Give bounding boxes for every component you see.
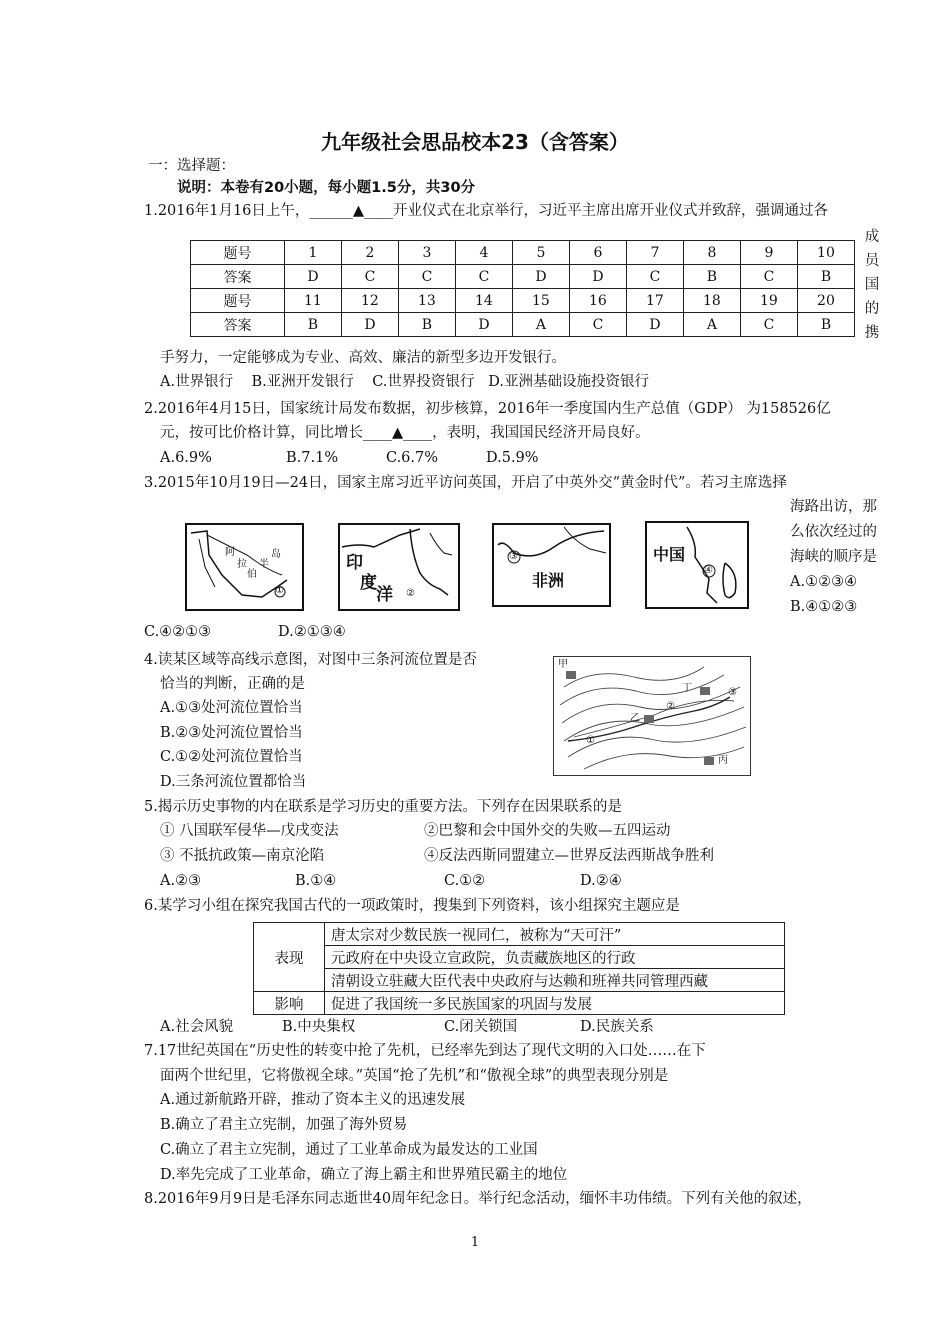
q6-option-c: C.闭关锁国 — [444, 1019, 518, 1035]
answer-table-cell: D — [455, 313, 512, 337]
map1-label: 伯 — [247, 569, 257, 580]
strait-map-4 — [645, 521, 749, 609]
contour-label-yi: 乙 — [630, 713, 640, 724]
q4-option-d: D.三条河流位置都恰当 — [160, 774, 307, 790]
q5-item-4: ④反法西斯同盟建立—世界反法西斯战争胜利 — [424, 848, 714, 864]
policy-row: 清朝设立驻藏大臣代表中央政府与达赖和班禅共同管理西藏 — [325, 969, 785, 992]
map2-label: 洋 — [376, 585, 393, 605]
page-title: 九年级社会思品校本23（含答案） — [321, 130, 629, 154]
answer-table-cell: 10 — [797, 241, 854, 265]
answer-table-cell: 14 — [455, 289, 512, 313]
answer-table-row-header: 答案 — [191, 265, 285, 289]
answer-table-cell: B — [797, 265, 854, 289]
q2-line2: 元，按可比价格计算，同比增长____▲____，表明，我国国民经济开局良好。 — [160, 425, 650, 441]
answer-table-cell: 5 — [512, 241, 569, 265]
q7-option-d: D.率先完成了工业革命，确立了海上霸主和世界殖民霸主的地位 — [160, 1167, 568, 1183]
q1-line1: 1.2016年1月16日上午，______▲____开业仪式在北京举行，习近平主席出席开业仪式并致辞，强调通过各 — [144, 203, 829, 219]
map3-marker: ③ — [509, 551, 518, 562]
q2-option-b: B.7.1% — [286, 450, 339, 466]
answer-table-row-header: 题号 — [191, 241, 285, 265]
africa-map — [494, 525, 609, 605]
q2-option-d: D.5.9% — [486, 450, 539, 466]
answer-table-cell: D — [569, 265, 626, 289]
contour-marker-2: ② — [666, 701, 675, 712]
answer-table-cell: 3 — [398, 241, 455, 265]
answer-table-cell: B — [284, 313, 341, 337]
answer-table-cell: C — [626, 265, 683, 289]
answer-table-cell: 17 — [626, 289, 683, 313]
q7-option-b: B.确立了君主立宪制，加强了海外贸易 — [160, 1117, 408, 1133]
q3-option-c: C.④②①③ — [144, 624, 212, 640]
q7-line2: 面两个世纪里，它将傲视全球。”英国“抢了先机”和“傲视全球”的典型表现分别是 — [160, 1068, 669, 1084]
answer-table-cell: D — [626, 313, 683, 337]
q4-option-a: A.①③处河流位置恰当 — [160, 700, 303, 716]
answer-table-cell: 11 — [284, 289, 341, 313]
answer-table-row — [191, 265, 855, 289]
answer-table-cell: 19 — [740, 289, 797, 313]
answer-table-cell: C — [341, 265, 398, 289]
q4-option-c: C.①②处河流位置恰当 — [160, 749, 303, 765]
answer-table-cell: C — [569, 313, 626, 337]
answer-table-cell: C — [740, 313, 797, 337]
answer-table-cell: 2 — [341, 241, 398, 265]
q8-line1: 8.2016年9月9日是毛泽东同志逝世40周年纪念日。举行纪念活动，缅怀丰功伟绩。下列有关他的叙述， — [144, 1191, 812, 1207]
strait-map-3 — [492, 523, 611, 607]
map1-label: 阿 — [225, 547, 235, 558]
map3-label: 非洲 — [532, 571, 565, 590]
answer-table-cell: 9 — [740, 241, 797, 265]
q3-side-line: 么依次经过的 — [790, 524, 877, 540]
q7-line1: 7.17世纪英国在“历史性的转变中抢了先机，已经率先到达了现代文明的入口处……在下 — [144, 1043, 706, 1059]
answer-table-cell: 12 — [341, 289, 398, 313]
q1-side-char: 的 — [864, 301, 880, 317]
q2-line1: 2.2016年4月15日，国家统计局发布数据，初步核算，2016年一季度国内生产总值（GDP） 为158526亿 — [144, 401, 831, 417]
q5-option-a: A.②③ — [160, 873, 202, 889]
answer-table-cell: C — [398, 265, 455, 289]
q4-line1: 4.读某区域等高线示意图，对图中三条河流位置是否 — [144, 652, 477, 668]
q5-item-2: ②巴黎和会中国外交的失败—五四运动 — [424, 823, 671, 839]
map4-marker: ④ — [704, 565, 713, 576]
q1-side-char: 国 — [864, 277, 880, 293]
answer-table-cell: D — [512, 265, 569, 289]
contour-marker-1: ① — [586, 735, 595, 746]
contour-label-jia: 甲 — [558, 659, 568, 670]
q1-side-char: 员 — [864, 253, 880, 269]
china-coast-map — [647, 523, 747, 607]
contour-label-ding: 丁 — [682, 683, 692, 694]
map1-label: 岛 — [271, 549, 281, 560]
answer-table-cell: A — [512, 313, 569, 337]
answer-table-cell: 15 — [512, 289, 569, 313]
policy-row: 促进了我国统一多民族国家的巩固与发展 — [325, 992, 785, 1015]
q7-option-a: A.通过新航路开辟，推动了资本主义的迅速发展 — [160, 1092, 466, 1108]
q2-option-a: A.6.9% — [160, 450, 212, 466]
map1-marker: ① — [275, 585, 284, 596]
q5-option-b: B.①④ — [295, 873, 337, 889]
map2-label: 印 — [346, 553, 363, 573]
instructions: 说明：本卷有20小题，每小题1.5分，共30分 — [177, 180, 476, 196]
answer-table-cell: 8 — [683, 241, 740, 265]
q3-option-a: A.①②③④ — [790, 574, 858, 590]
q6-option-b: B.中央集权 — [282, 1019, 356, 1035]
answer-table-row-header: 题号 — [191, 289, 285, 313]
answer-table-cell: D — [341, 313, 398, 337]
answer-table-cell: 4 — [455, 241, 512, 265]
q1-line2: 手努力，一定能够成为专业、高效、廉洁的新型多边开发银行。 — [160, 350, 566, 366]
answer-table — [190, 240, 855, 337]
q3-line1: 3.2015年10月19日—24日，国家主席习近平访问英国，开启了中英外交“黄金时代”。若习主席选择 — [144, 475, 787, 491]
q4-option-b: B.②③处河流位置恰当 — [160, 725, 303, 741]
answer-table-cell: A — [683, 313, 740, 337]
contour-marker-3: ③ — [728, 687, 737, 698]
answer-table-cell: 20 — [797, 289, 854, 313]
answer-table-cell: 6 — [569, 241, 626, 265]
answer-table-row-header: 答案 — [191, 313, 285, 337]
map4-label: 中国 — [653, 545, 686, 564]
q1-side-char: 成 — [864, 229, 880, 245]
q6-line1: 6.某学习小组在探究我国古代的一项政策时，搜集到下列资料，该小组探究主题应是 — [144, 898, 680, 914]
answer-table-row — [191, 289, 855, 313]
q3-option-d: D.②①③④ — [278, 624, 346, 640]
q7-option-c: C.确立了君主立宪制，通过了工业革命成为最发达的工业国 — [160, 1142, 538, 1158]
answer-table-cell: 16 — [569, 289, 626, 313]
answer-table-cell: 7 — [626, 241, 683, 265]
q2-option-c: C.6.7% — [386, 450, 439, 466]
answer-table-cell: 13 — [398, 289, 455, 313]
q6-option-d: D.民族关系 — [580, 1019, 654, 1035]
q1-side-char: 携 — [864, 325, 880, 341]
answer-table-cell: C — [455, 265, 512, 289]
map1-label: 拉 — [237, 559, 247, 570]
answer-table-row — [191, 241, 855, 265]
policy-label-performance: 表现 — [254, 923, 325, 992]
map2-label: 度 — [360, 573, 377, 593]
page-number: 1 — [470, 1235, 480, 1250]
policy-table — [253, 922, 785, 1015]
strait-map-2 — [338, 523, 460, 611]
q5-option-d: D.②④ — [580, 873, 622, 889]
section-heading: 一：选择题： — [148, 158, 235, 174]
policy-row: 唐太宗对少数民族一视同仁，被称为“天可汗” — [325, 923, 785, 946]
policy-label-impact: 影响 — [254, 992, 325, 1015]
contour-map — [553, 656, 751, 776]
q5-item-3: ③ 不抵抗政策—南京沦陷 — [160, 848, 325, 864]
answer-table-cell: C — [740, 265, 797, 289]
answer-table-cell: B — [683, 265, 740, 289]
answer-table-cell: 1 — [284, 241, 341, 265]
q1-options: A.世界银行 B.亚洲开发银行 C.世界投资银行 D.亚洲基础设施投资银行 — [160, 374, 649, 390]
answer-table-cell: B — [797, 313, 854, 337]
q3-side-line: 海峡的顺序是 — [790, 549, 877, 565]
q4-line2: 恰当的判断，正确的是 — [160, 676, 305, 692]
answer-table-cell: 18 — [683, 289, 740, 313]
answer-table-row — [191, 313, 855, 337]
q5-item-1: ① 八国联军侵华—戊戌变法 — [160, 823, 339, 839]
contour-label-bing: 丙 — [718, 755, 728, 766]
policy-row: 元政府在中央设立宣政院，负责藏族地区的行政 — [325, 946, 785, 969]
map2-marker: ② — [406, 588, 415, 599]
answer-table-cell: D — [284, 265, 341, 289]
map1-label: 半 — [259, 559, 269, 570]
answer-table-cell: B — [398, 313, 455, 337]
q5-option-c: C.①② — [444, 873, 486, 889]
q6-option-a: A.社会风貌 — [160, 1019, 234, 1035]
q5-line1: 5.揭示历史事物的内在联系是学习历史的重要方法。下列存在因果联系的是 — [144, 799, 622, 815]
strait-map-1 — [185, 523, 304, 611]
q3-side-line: 海路出访，那 — [790, 499, 877, 515]
q3-option-b: B.④①②③ — [790, 599, 858, 615]
